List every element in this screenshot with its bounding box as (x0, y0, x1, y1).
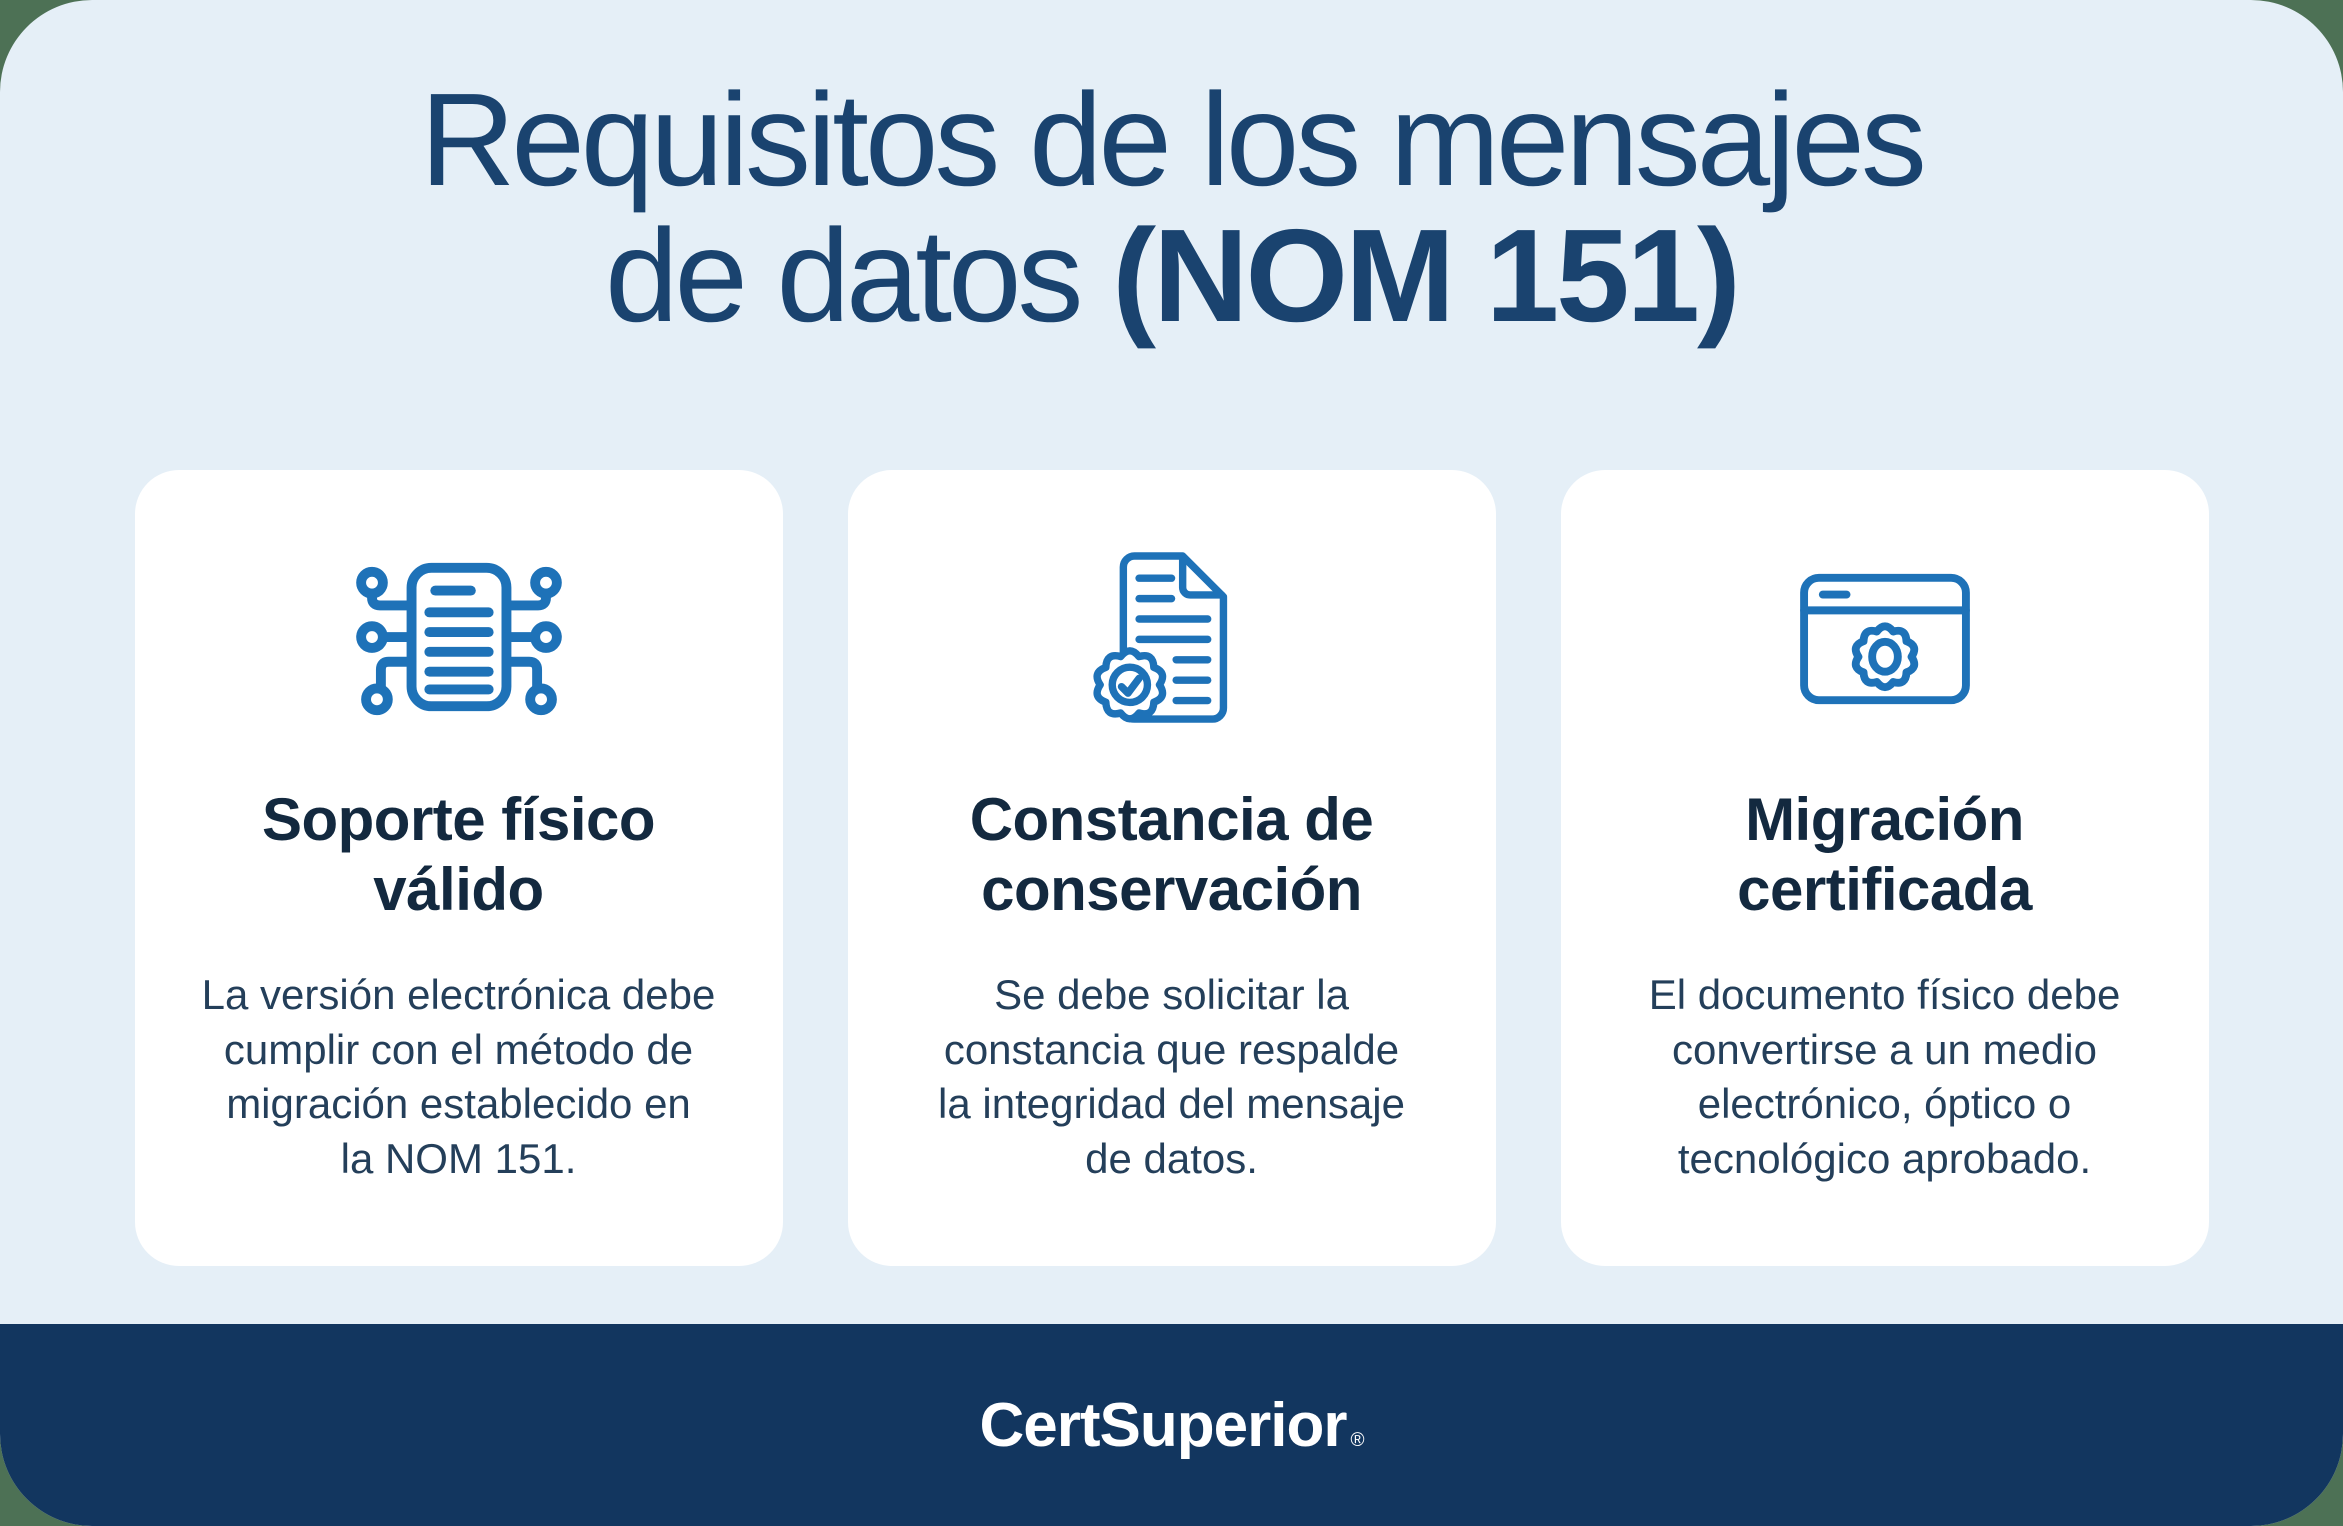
page-title (0, 66, 2343, 349)
card-description-line: de datos. (1085, 1134, 1258, 1182)
title-line-2-regular: de datos (605, 201, 1113, 349)
card-heading-line-1: Constancia de (969, 786, 1374, 853)
certsuperior-logo (980, 1390, 1364, 1461)
card-description-line: migración establecido en (226, 1080, 691, 1128)
certified-document-icon (1086, 543, 1257, 733)
footer-bar (0, 1324, 2343, 1526)
card-heading-line-1: Soporte físico (261, 786, 656, 853)
cards-row (0, 470, 2343, 1266)
card-description-line: El documento físico debe (1648, 971, 2121, 1019)
card-heading-line-2: válido (373, 855, 544, 923)
card-constancia-de-conservacion (848, 470, 1496, 1266)
card-heading-line-1: Migración (1745, 786, 2024, 853)
card-description-line: La versión electrónica debe (201, 971, 716, 1019)
title-line-1: Requisitos de los mensajes (420, 66, 1923, 213)
card-description-line: cumplir con el método de (223, 1025, 694, 1073)
card-description-line: constancia que respalde (943, 1025, 1400, 1073)
browser-seal-icon (1791, 564, 1979, 714)
title-line-2 (0, 201, 2343, 349)
card-heading (135, 785, 783, 924)
card-soporte-fisico-valido (135, 470, 783, 1266)
card-description-line: convertirse a un medio (1672, 1025, 2097, 1073)
card-description-line: tecnológico aprobado. (1677, 1134, 2092, 1182)
card-description (135, 968, 783, 1186)
card-description (1561, 968, 2209, 1186)
registered-trademark: ® (1350, 1429, 1364, 1451)
card-description-line: la NOM 151. (340, 1134, 577, 1182)
card-description-line: la integridad del mensaje (938, 1080, 1405, 1128)
card-description (848, 968, 1496, 1186)
circuit-document-icon (350, 553, 568, 727)
card-heading (848, 785, 1496, 924)
card-description-line: electrónico, óptico o (1697, 1080, 2072, 1128)
card-heading-line-2: conservación (981, 855, 1362, 923)
card-heading (1561, 785, 2209, 924)
card-heading-line-2: certificada (1737, 855, 2032, 923)
card-description-line: Se debe solicitar la (994, 971, 1349, 1019)
card-migracion-certificada (1561, 470, 2209, 1266)
title-line-2-bold: (NOM 151) (1112, 201, 1738, 349)
brand-wordmark: CertSuperior (979, 1390, 1347, 1460)
